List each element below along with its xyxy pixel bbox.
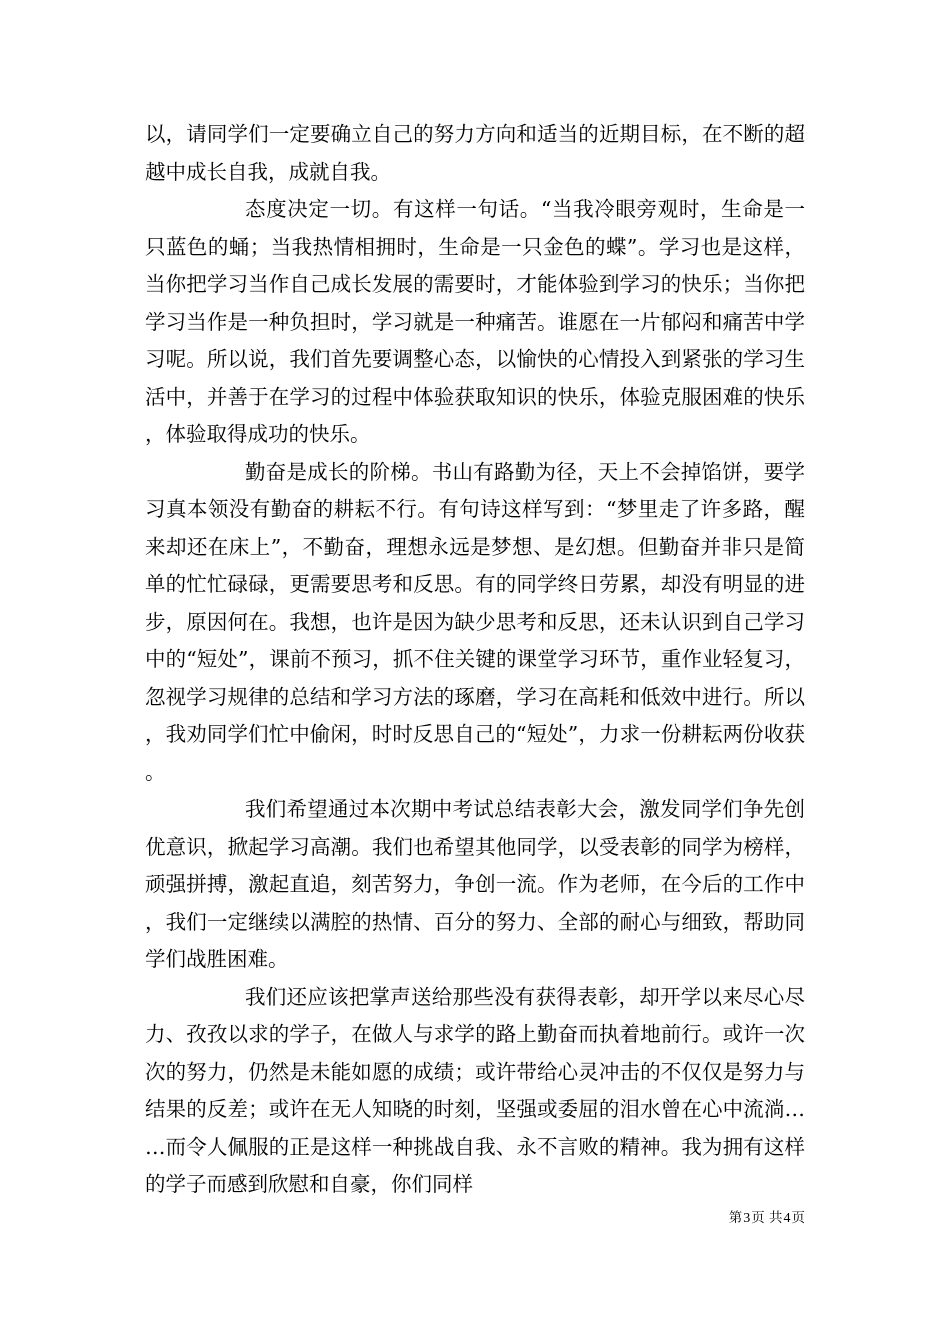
- current-page-number: 3: [743, 1211, 751, 1226]
- paragraph-attitude: 态度决定一切。有这样一句话。“当我冷眼旁观时，生命是一只蓝色的蛹；当我热情相拥时，生命是一只金色的蝶”。学习也是这样，当你把学习当作自己成长发展的需要时，才能体验到学习的快乐；当你把学习当作是一种负担时，学习就是一种痛苦。谁愿在一片郁闷和痛苦中学习呢。所以说，我们首先要调整心态，以愉快的心情投入到紧张的学习生活中，并善于在学习的过程中体验获取知识的快乐，体验克服困难的快乐，体验取得成功的快乐。: [145, 197, 805, 446]
- document-body: [145, 116, 805, 1204]
- footer-prefix: 第: [728, 1210, 743, 1226]
- page-number-indicator: [729, 1206, 805, 1227]
- paragraph-intro-continuation: 以，请同学们一定要确立自己的努力方向和适当的近期目标，在不断的超越中成长自我，成就自我。: [145, 122, 805, 184]
- paragraph-applause: 我们还应该把掌声送给那些没有获得表彰，却开学以来尽心尽力、孜孜以求的学子，在做人与求学的路上勤奋而执着地前行。或许一次次的努力，仍然是未能如愿的成绩；或许带给心灵冲击的不仅仅是努力与结果的反差；或许在无人知晓的时刻，坚强或委屈的泪水曾在心中流淌……而令人佩服的正是这样一种挑战自我、永不言败的精神。我为拥有这样的学子而感到欣慰和自豪，你们同样: [145, 984, 805, 1196]
- paragraph-hope: 我们希望通过本次期中考试总结表彰大会，激发同学们争先创优意识，掀起学习高潮。我们也希望其他同学，以受表彰的同学为榜样，顽强拼搏，激起直追，刻苦努力，争创一流。作为老师，在今后的工作中，我们一定继续以满腔的热情、百分的努力、全部的耐心与细致，帮助同学们战胜困难。: [145, 797, 805, 971]
- page-footer: [0, 1206, 950, 1228]
- total-pages-number: 4: [783, 1211, 791, 1226]
- footer-suffix: 页: [791, 1210, 805, 1226]
- paragraph-diligence: 勤奋是成长的阶梯。书山有路勤为径，天上不会掉馅饼，要学习真本领没有勤奋的耕耘不行。有句诗这样写到：“梦里走了许多路，醒来却还在床上”，不勤奋，理想永远是梦想、是幻想。但勤奋并非只是简单的忙忙碌碌，更需要思考和反思。有的同学终日劳累，却没有明显的进步，原因何在。我想，也许是因为缺少思考和反思，还未认识到自己学习中的“短处”，课前不预习，抓不住关键的课堂学习环节，重作业轻复习，忽视学习规律的总结和学习方法的琢磨，学习在高耗和低效中进行。所以，我劝同学们忙中偷闲，时时反思自己的“短处”，力求一份耕耘两份收获。: [145, 459, 805, 784]
- footer-middle: 页 共: [751, 1210, 783, 1226]
